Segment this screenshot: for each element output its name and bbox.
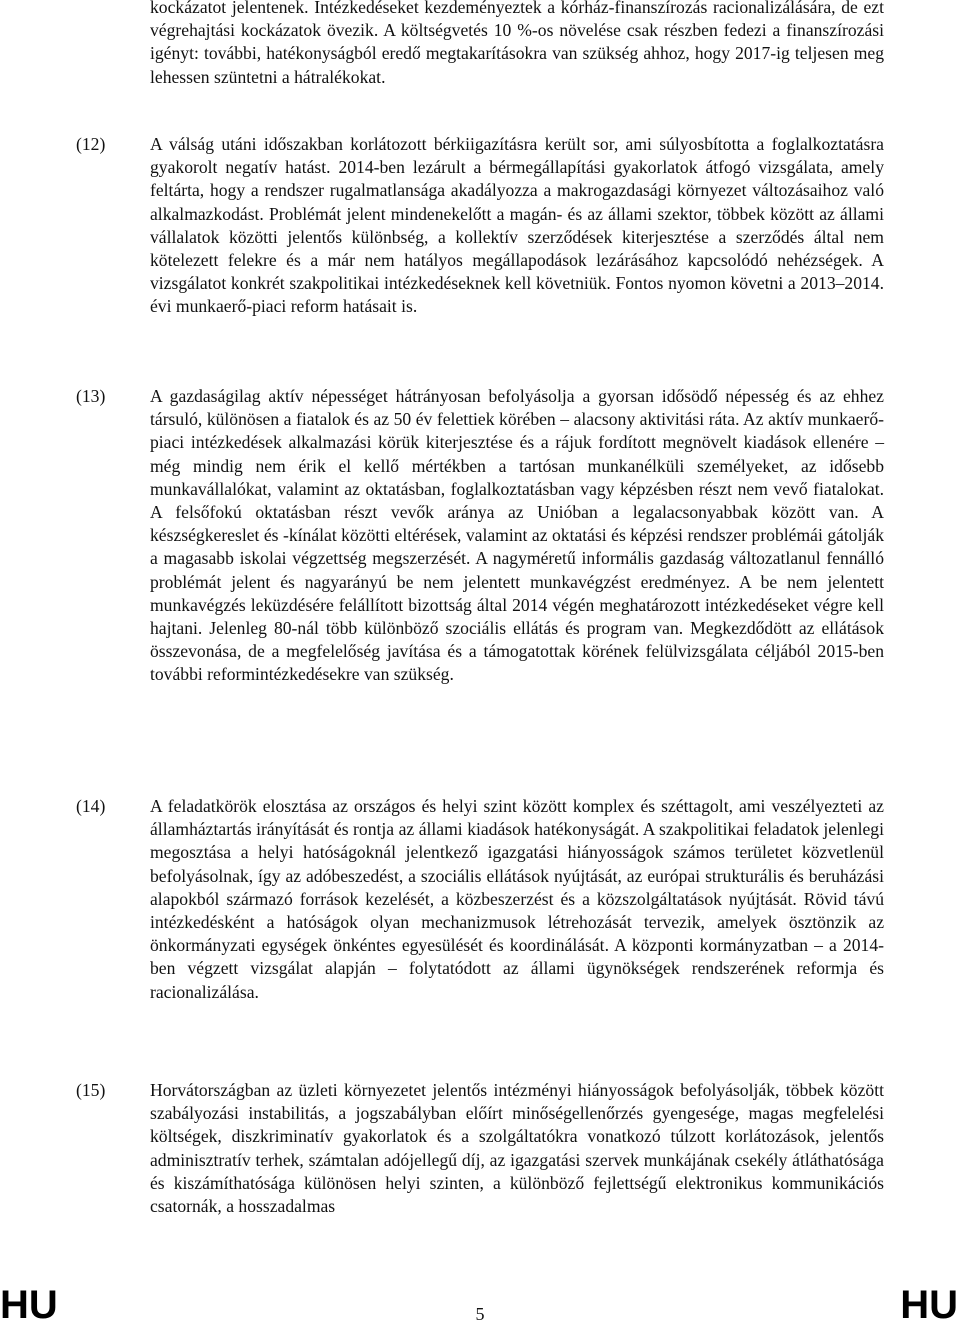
paragraph-13: A gazdaságilag aktív népességet hátrányosan befolyásolja a gyorsan idősödő népesség és az ehhez társuló, különösen a fiatalok és az 50 év felettiek körében – alacsony aktivitási ráta. Az aktív munkaerő-piaci intézkedések alkalmazási körük kiterjesztése és a rájuk fordított megnövelt kiadások ellenére – még mindig nem érik el kellő mértékben a tartósan munkanélküli személyeket, az idősebb munkavállalókat, valamint az oktatásban, foglalkoztatásban vagy képzésben részt nem vevő fiatalokat. A felsőfokú oktatásban részt vevők aránya az Unióban a legalacsonyabbak között van. A készségkereslet és -kínálat közötti eltérések, valamint az oktatási és képzési rendszer problémái gátolják a magasabb iskolai végzettség megszerzését. A nagyméretű informális gazdaság változatlanul fennálló problémát jelent és nagyarányú be nem jelentett munkavégzést eredményez. A be nem jelentett munkavégzés leküzdésére felállított bizottság által 2014 végén meghatározott intézkedéseket végre kell hajtani. Jelenleg 80-nál több különböző szociális ellátás és program van. Megkezdődött az ellátások összevonása, de a megfelelőség javítása és a támogatottak körének felülvizsgálata céljából 2015-ben további reformintézkedésekre van szükség. xyxy=(150,386,884,685)
paragraph-number-15: (15) xyxy=(76,1080,106,1100)
paragraph-15: Horvátországban az üzleti környezetet jelentős intézményi hiányosságok befolyásolják, többek között szabályozási instabilitás, a jogszabályban előírt minőségellenőrzés gyengesége, magas megfelelési költségek, diszkriminatív gyakorlatok és a szolgáltatókra vonatkozó túlzott korlátozások, jelentős adminisztratív terhek, számtalan adójellegű díj, az igazgatási szervek munkájának csekély átláthatósága és kiszámíthatósága különösen helyi szinten, a különböző fejlettségű elektronikus kommunikációs csatornák, a hosszadalmas xyxy=(150,1080,884,1217)
paragraph-number-14: (14) xyxy=(76,796,106,816)
footer-language-code-left: HU xyxy=(0,1283,58,1327)
paragraph-number-13: (13) xyxy=(76,386,106,406)
paragraph-number-12: (12) xyxy=(76,134,106,154)
footer-page-number: 5 xyxy=(475,1304,485,1324)
paragraph-11-continuation: kockázatot jelentenek. Intézkedéseket kezdeményeztek a kórház-finanszírozás racionalizálására, de ezt végrehajtási kockázatok övezik. A költségvetés 10 %-os növelése csak részben fedezi a finanszírozási igényt: további, hatékonyságból eredő megtakarításokra van szükség ahhoz, hogy 2017-ig teljesen meg lehessen szüntetni a hátralékokat. xyxy=(150,0,884,87)
footer-language-code-right: HU xyxy=(900,1283,958,1327)
paragraph-12: A válság utáni időszakban korlátozott bérkiigazításra került sor, ami súlyosbította a foglalkoztatásra gyakorolt negatív hatást. 2014-ben lezárult a bérmegállapítási gyakorlatok átfogó vizsgálata, amely feltárta, hogy a rendszer rugalmatlansága akadályozza a makrogazdasági környezet változásaihoz való alkalmazkodást. Problémát jelent mindenekelőtt a magán- és az állami szektor, többek között az állami vállalatok közötti jelentős különbség, a kollektív szerződések kiterjesztése a szerződés által nem kötelezett felekre és a már nem hatályos megállapodások lezárásához kapcsolódó nehézségek. A vizsgálatot konkrét szakpolitikai intézkedéseknek kell követniük. Fontos nyomon követni a 2013–2014. évi munkaerő-piaci reform hatásait is. xyxy=(150,134,884,317)
paragraph-14: A feladatkörök elosztása az országos és helyi szint között komplex és széttagolt, ami veszélyezteti az államháztartás irányítását és rontja az állami kiadások hatékonyságát. A szakpolitikai feladatok jelenlegi megosztása a helyi hatóságoknál jelentkező igazgatási hiányosságok számos területet közvetlenül befolyásolnak, így az adóbeszedést, a szociális ellátások nyújtását, az európai strukturális és beruházási alapokból származó források kezelését, a közbeszerzést és a közszolgáltatások nyújtását. Rövid távú intézkedésként a hatóságok olyan mechanizmusok létrehozását tervezik, amelyek ösztönzik az önkormányzati egységek önkéntes egyesülését és koordinálását. A központi kormányzatban – a 2014-ben végzett vizsgálat alapján – folytatódott az állami ügynökségek rendszerének reformja és racionalizálása. xyxy=(150,796,884,1002)
